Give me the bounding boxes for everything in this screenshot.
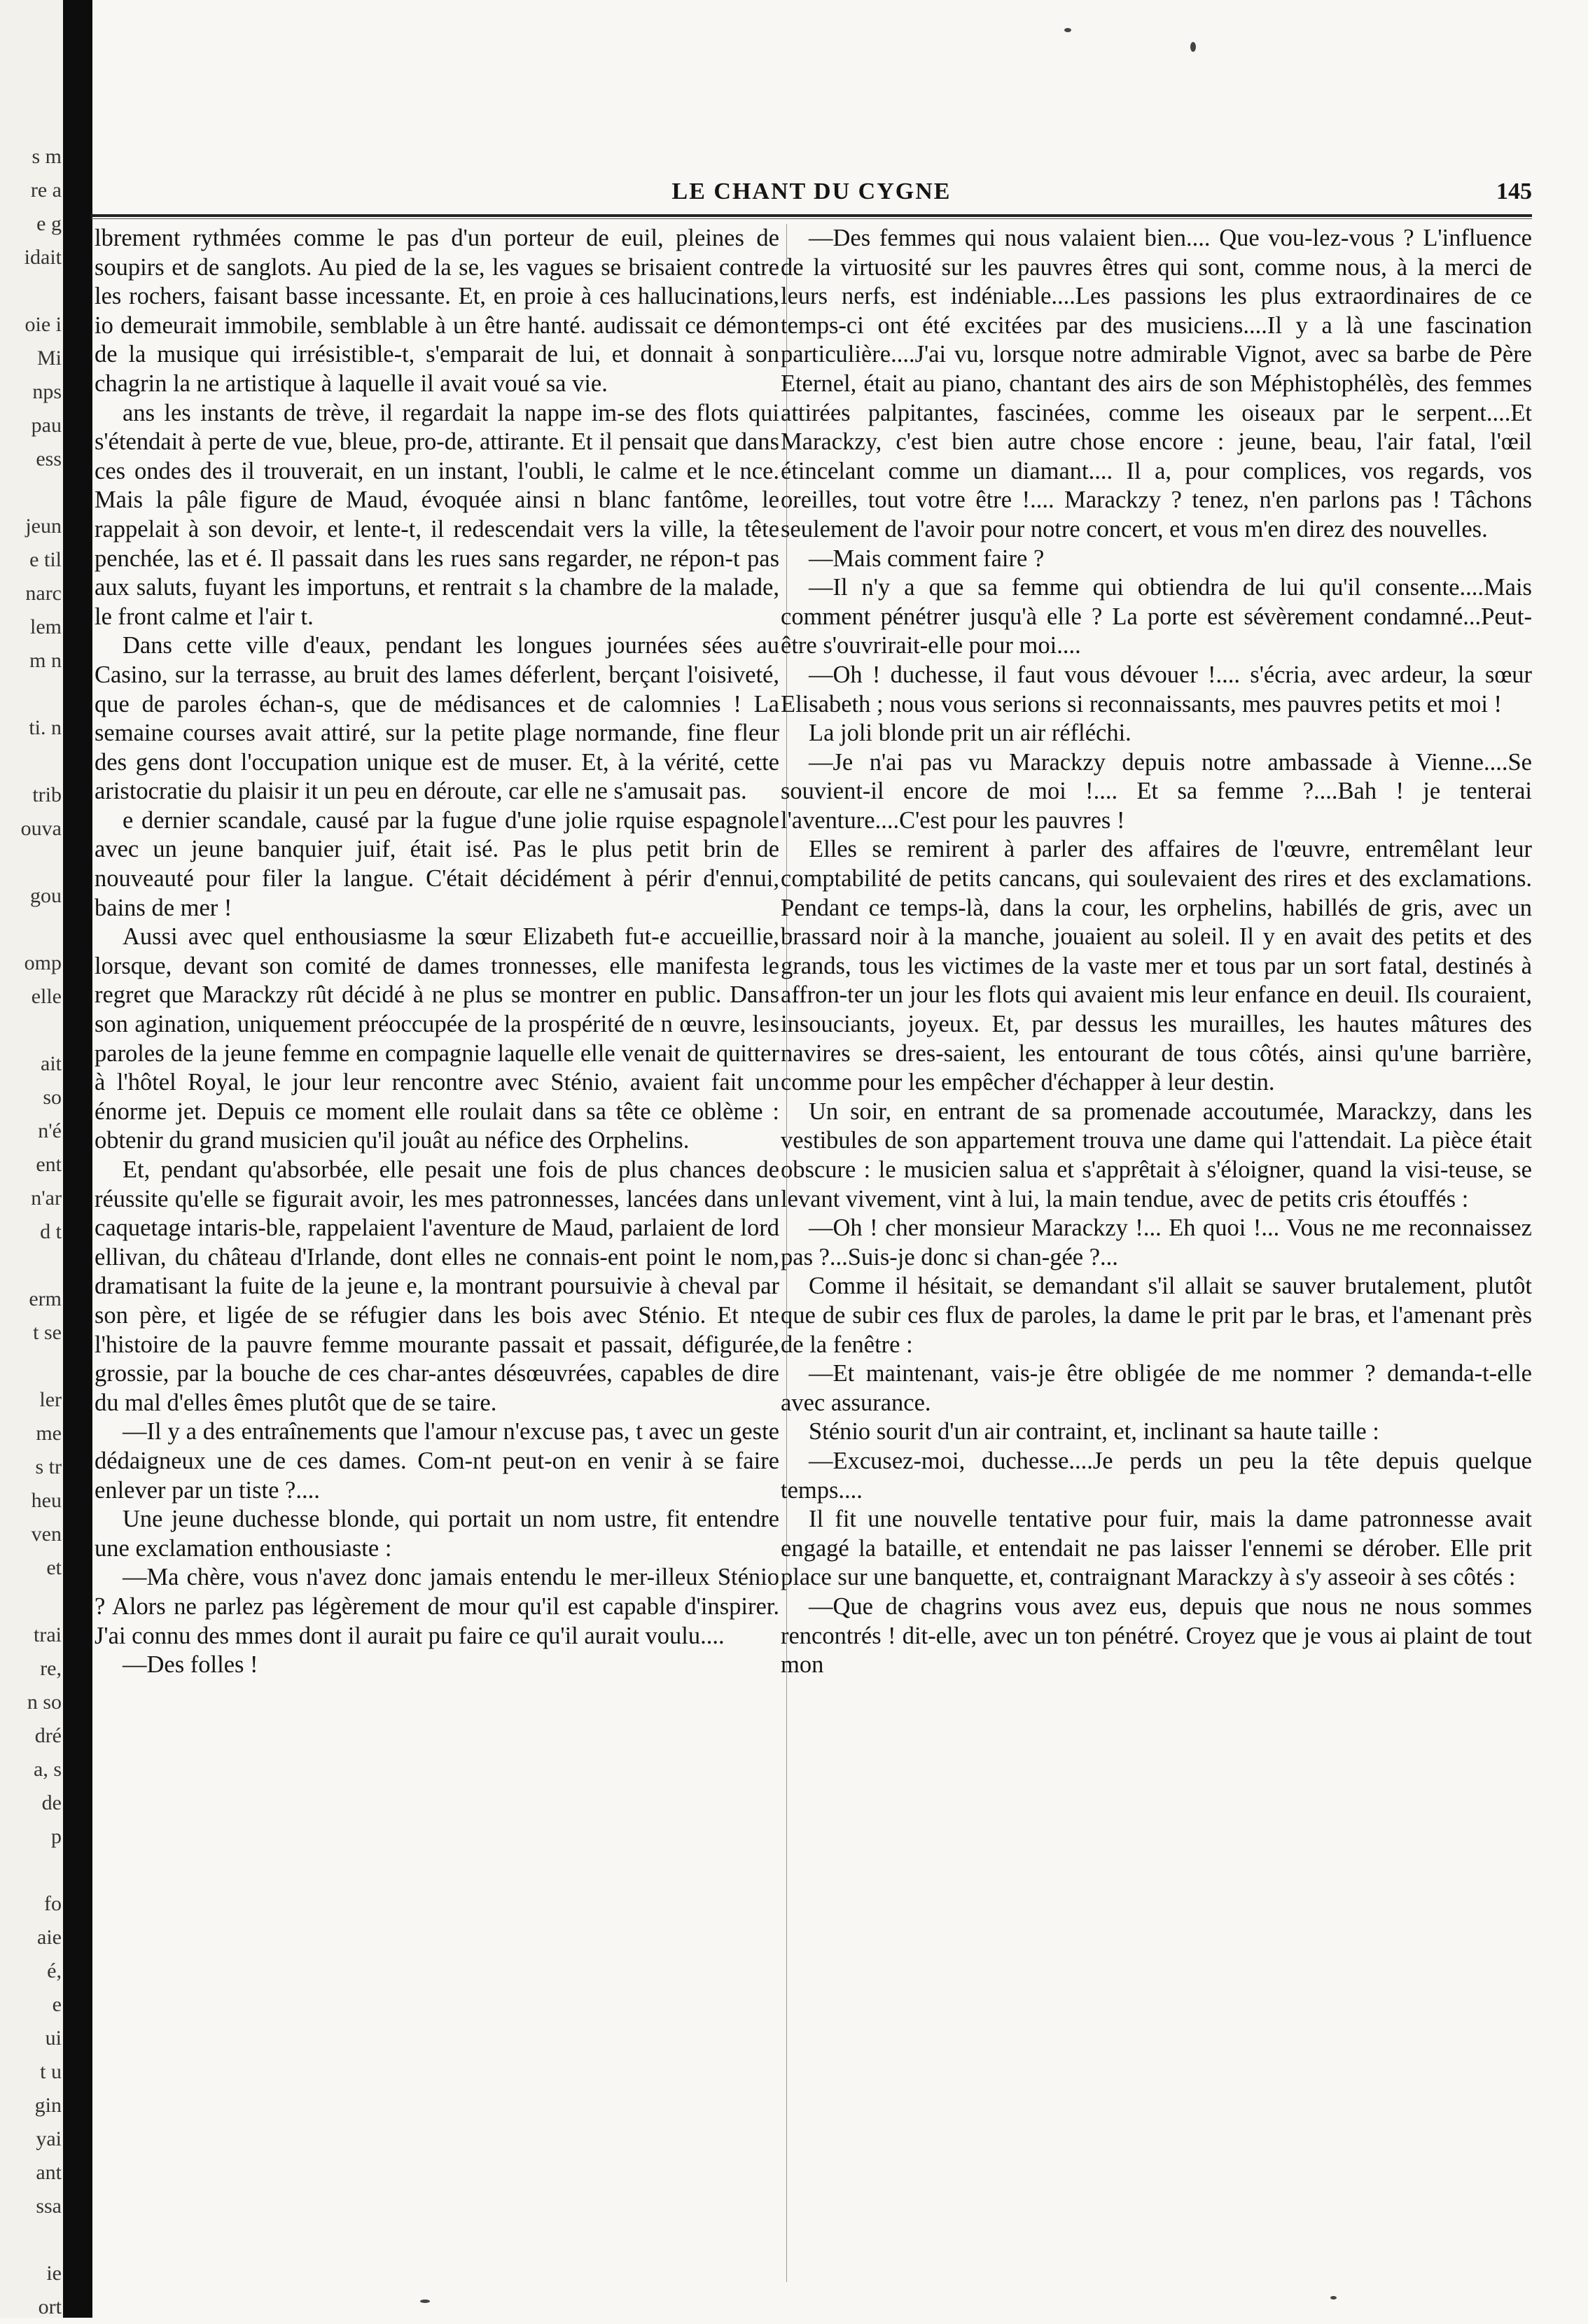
paragraph: —Excusez-moi, duchesse....Je perds un peu la tête depuis quelque temps....: [781, 1447, 1532, 1504]
paragraph: Un soir, en entrant de sa promenade accoutumée, Marackzy, dans les vestibules de son appartement trouva une dame qui l'attendait. La pièce était obscure : le musicien salua et s'apprêtait à s'éloigner, quand la visi-teuse, se levant vivement, vint à lui, la main tendue, avec de petits cris étouffés :: [781, 1098, 1532, 1212]
previous-page-line: ie: [46, 2262, 62, 2285]
previous-page-line: nps: [32, 380, 62, 403]
header-rule: [91, 214, 1532, 217]
previous-page-line: m n: [29, 649, 62, 672]
previous-page-line: [1, 476, 62, 510]
previous-page-line: [1, 913, 62, 946]
paragraph: —Je n'ai pas vu Marackzy depuis notre ambassade à Vienne....Se souvient-il encore de moi !.... Et sa femme ?....Bah ! je tenterai l'aventure....C'est pour les pauvres !: [781, 748, 1532, 834]
previous-page-line: re,: [40, 1657, 62, 1680]
paragraph: e dernier scandale, causé par la fugue d'une jolie rquise espagnole avec un jeune banquier juif, était isé. Pas le plus petit brin de nouveauté pour filer la langue. C'était décidément à périr d'ennui, bains de mer !: [95, 806, 779, 921]
paragraph: —Et maintenant, vais-je être obligée de me nommer ? demanda-t-elle avec assurance.: [781, 1360, 1532, 1416]
previous-page-line: trai: [34, 1623, 62, 1646]
previous-page-line: [1, 678, 62, 711]
previous-page-line: [1, 1249, 62, 1282]
previous-page-line: Mi: [36, 346, 62, 370]
previous-page-line: narc: [25, 582, 62, 605]
paragraph: —Des femmes qui nous valaient bien.... Que vou-lez-vous ? L'influence de la virtuosité sur les pauvres êtres qui sont, comme nous, à la merci de leurs nerfs, est indéniable....Les passions les plus extraordinaires de ce temps-ci ont été excitées par des musiciens....Il y a là une fascination particulière....J'ai vu, lorsque notre admirable Vignot, avec sa barbe de Père Eternel, était au piano, chantant des airs de son Méphistophélès, des femmes attirées palpitantes, fascinées, comme les oiseaux par le serpent....Et Marackzy, c'est bien autre chose encore : jeune, beau, l'air fatal, l'œil étincelant comme un diamant.... Il a, pour complices, vos regards, vos oreilles, tout votre être !.... Marackzy ? tenez, n'en parlons pas ! Tâchons seulement de l'avoir pour notre concert, et vous m'en direz des nouvelles.: [781, 225, 1532, 542]
binding-shadow: [63, 0, 92, 2318]
previous-page-line: p: [51, 1825, 62, 1848]
previous-page-line: et: [46, 1556, 62, 1579]
paragraph: —Oh ! cher monsieur Marackzy !... Eh quoi !... Vous ne me reconnaissez pas ?...Suis-je donc si chan-gée ?...: [781, 1214, 1532, 1270]
paragraph: Dans cette ville d'eaux, pendant les longues journées sées au Casino, sur la terrasse, au bruit des lames déferlent, berçant l'oisiveté, que de paroles échan-s, que de médisances et de calomnies ! La semaine courses avait attiré, sur la petite plage normande, fine fleur des gens dont l'occupation unique est de muser. Et, à la vérité, cette aristocratie du plaisir it un peu en déroute, car elle ne s'amusait pas.: [95, 632, 779, 805]
previous-page-line: ui: [45, 2026, 62, 2050]
paragraph: Aussi avec quel enthousiasme la sœur Elizabeth fut-e accueillie, lorsque, devant son comité de dames tronnesses, elle manifesta le regret que Marackzy rût décidé à ne plus se montrer en public. Dans son agination, uniquement préoccupée de la prospérité de n œuvre, les paroles de la jeune femme en compagnie laquelle elle venait de quitter à l'hôtel Royal, le jour leur rencontre avec Sténio, avaient fait un énorme jet. Depuis ce moment elle roulait dans sa tête ce oblème : obtenir du grand musicien qu'il jouât au néfice des Orphelins.: [95, 923, 779, 1154]
previous-page-line: ven: [31, 1522, 62, 1546]
previous-page-line: n so: [27, 1690, 62, 1714]
previous-page-line: ait: [41, 1052, 62, 1075]
previous-page-line: oie i: [25, 313, 62, 336]
page-header: [91, 178, 1532, 214]
header-rule-thin: [91, 218, 1532, 219]
previous-page-line: ti. n: [29, 716, 62, 739]
text-column-left: [95, 224, 779, 2282]
paragraph: Sténio sourit d'un air contraint, et, inclinant sa haute taille :: [809, 1418, 1379, 1446]
previous-page-line: ort: [38, 2295, 62, 2318]
paragraph: —Des folles !: [123, 1651, 258, 1679]
previous-page-line: [1, 745, 62, 778]
previous-page-line: lem: [30, 615, 62, 638]
previous-page-line: ssa: [36, 2194, 62, 2218]
print-speck: [1330, 2296, 1337, 2300]
previous-page-line: gou: [30, 884, 62, 907]
paragraph: ans les instants de trève, il regardait la nappe im-se des flots qui s'étendait à perte de vue, bleue, pro-de, attirante. Et il pensait que dans ces ondes des il trouverait, en un instant, l'oubli, le calme et le nce. Mais la pâle figure de Maud, évoquée ainsi n blanc fantôme, le rappelait à son devoir, et lente-t, il redescendait vers la ville, la tête penchée, las et é. Il passait dans les rues sans regarder, ne répon-t pas aux saluts, fuyant les importuns, et rentrait s la chambre de la malade, le front calme et l'air t.: [95, 399, 779, 630]
previous-page-line: n'é: [38, 1119, 62, 1142]
previous-page-line: s tr: [35, 1455, 62, 1478]
paragraph: La joli blonde prit un air réfléchi.: [809, 720, 1131, 747]
paragraph: Elles se remirent à parler des affaires de l'œuvre, entremêlant leur comptabilité de petits cancans, qui soulevaient des rires et des exclamations. Pendant ce temps-là, dans la cour, les orphelins, habillés de gris, avec un brassard noir à la manche, jouaient au soleil. Il y en avait des petits et des grands, tous les victimes de la vaste mer et tous par un sort fatal, destinés à affron-ter un jour les flots qui avaient mis leur enfance en deuil. Ils couraient, insouciants, joyeux. Et, par dessus les murailles, les hautes mâtures des navires se dres-saient, les entourant de tous côtés, ainsi qu'une barrière, comme pour les empêcher d'échapper à leur destin.: [781, 836, 1532, 1096]
previous-page-line: d t: [40, 1220, 62, 1243]
previous-page-line: ler: [39, 1388, 62, 1411]
previous-page-line: elle: [31, 985, 62, 1008]
previous-page-line: so: [43, 1086, 62, 1109]
previous-page-line: pau: [31, 414, 62, 437]
previous-page-line: é,: [47, 1959, 62, 1982]
print-speck: [1064, 28, 1071, 32]
previous-page-line: e g: [36, 212, 62, 235]
previous-page-line: aie: [37, 1926, 62, 1949]
paragraph: lbrement rythmées comme le pas d'un porteur de euil, pleines de soupirs et de sanglots. Au pied de la se, les vagues se brisaient contre les rochers, faisant basse incessante. Et, en proie à ces hallucinations, io demeurait immobile, semblable à un être hanté. audissait ce démon de la musique qui irrésistible-t, s'emparait de lui, et donnait à son chagrin la ne artistique à laquelle il avait voué sa vie.: [95, 225, 779, 397]
previous-page-line: dré: [34, 1724, 62, 1747]
text-column-right: [781, 224, 1532, 2282]
page-number: 145: [1496, 178, 1532, 204]
previous-page-line: [1, 2223, 62, 2257]
previous-page-line: ent: [36, 1153, 62, 1176]
previous-page-line: n'ar: [31, 1186, 62, 1210]
print-speck: [420, 2300, 430, 2303]
previous-page-line: omp: [24, 951, 62, 974]
previous-page-line: fo: [44, 1892, 62, 1915]
paragraph: —Que de chagrins vous avez eus, depuis que nous ne nous sommes rencontrés ! dit-elle, avec un ton pénétré. Croyez que je vous ai plaint de tout mon: [781, 1592, 1532, 1679]
previous-page-line: me: [36, 1422, 62, 1445]
previous-page-line: idait: [24, 246, 62, 269]
paragraph: —Ma chère, vous n'avez donc jamais entendu le mer-illeux Sténio ? Alors ne parlez pas légèrement de mour qu'il est capable d'inspirer. J'ai connu des mmes dont il aurait pu faire ce qu'il aurait voulu....: [95, 1564, 779, 1649]
previous-page-line: [1, 1854, 62, 1887]
previous-page-line: gin: [34, 2094, 62, 2117]
paragraph: —Mais comment faire ?: [809, 545, 1045, 572]
paragraph: —Il y a des entraînements que l'amour n'excuse pas, t avec un geste dédaigneux une de ces dames. Com-nt peut-on en venir à se faire enlever par un tiste ?....: [95, 1418, 779, 1504]
running-title: LE CHANT DU CYGNE: [671, 178, 952, 204]
previous-page-line: trib: [32, 783, 62, 806]
previous-page-line: t se: [33, 1321, 62, 1344]
previous-page-line: s m: [32, 145, 62, 168]
previous-page-line: ouva: [20, 817, 62, 840]
paragraph: Comme il hésitait, se demandant s'il allait se sauver brutalement, plutôt que de subir ces flux de paroles, la dame le prit par le bras, et l'amenant près de la fenêtre :: [781, 1273, 1532, 1358]
previous-page-line: [1, 1585, 62, 1618]
previous-page-line: re a: [30, 178, 62, 202]
previous-page-line: [1, 846, 62, 879]
previous-page-line: t u: [40, 2060, 62, 2083]
paragraph: Une jeune duchesse blonde, qui portait un nom ustre, fit entendre une exclamation enthousiaste :: [95, 1506, 779, 1562]
previous-page-line: ess: [36, 447, 62, 470]
paragraph: —Oh ! duchesse, il faut vous dévouer !.... s'écria, avec ardeur, la sœur Elisabeth ; nous vous serions si reconnaissants, mes pauvres petits et moi !: [781, 661, 1532, 718]
previous-page-fragments: [1, 140, 62, 2324]
previous-page-line: e: [52, 1993, 62, 2016]
previous-page-line: ant: [36, 2161, 62, 2184]
previous-page-line: de: [41, 1791, 62, 1814]
previous-page-line: [1, 1014, 62, 1047]
previous-page-line: erm: [29, 1287, 62, 1310]
paragraph: Il fit une nouvelle tentative pour fuir, mais la dame patronnesse avait engagé la bataille, et entendait ne pas laisser l'ennemi se dérober. Elle prit place sur une banquette, et, contraignant Marackzy à s'y asseoir à ses côtés :: [781, 1506, 1532, 1591]
paragraph: —Il n'y a que sa femme qui obtiendra de lui qu'il consente....Mais comment pénétrer jusqu'à elle ? La porte est sévèrement condamné...Peut-être s'ouvrirait-elle pour moi....: [781, 574, 1532, 659]
previous-page-line: yai: [36, 2127, 62, 2150]
previous-page-line: a, s: [34, 1758, 62, 1781]
previous-page-line: e til: [29, 548, 62, 571]
previous-page-line: [1, 1350, 62, 1383]
previous-page-line: heu: [31, 1489, 62, 1512]
previous-page-line: jeun: [25, 514, 62, 538]
paragraph: Et, pendant qu'absorbée, elle pesait une fois de plus chances de réussite qu'elle se figurait avoir, les mes patronnesses, lancées dans un caquetage intaris-ble, rappelaient l'aventure de Maud, parlaient de lord ellivan, du château d'Irlande, dont elles ne connais-ent point le nom, dramatisant la fuite de la jeune e, la montrant poursuivie à cheval par son père, et ligée de se réfugier dans les bois avec Sténio. Et nte l'histoire de la pauvre femme mourante passait et passait, défigurée, grossie, par la bouche de ces char-antes désœuvrées, capables de dire du mal d'elles êmes plutôt que de se taire.: [95, 1156, 779, 1416]
print-speck: [1190, 42, 1196, 52]
previous-page-line: [1, 274, 62, 308]
